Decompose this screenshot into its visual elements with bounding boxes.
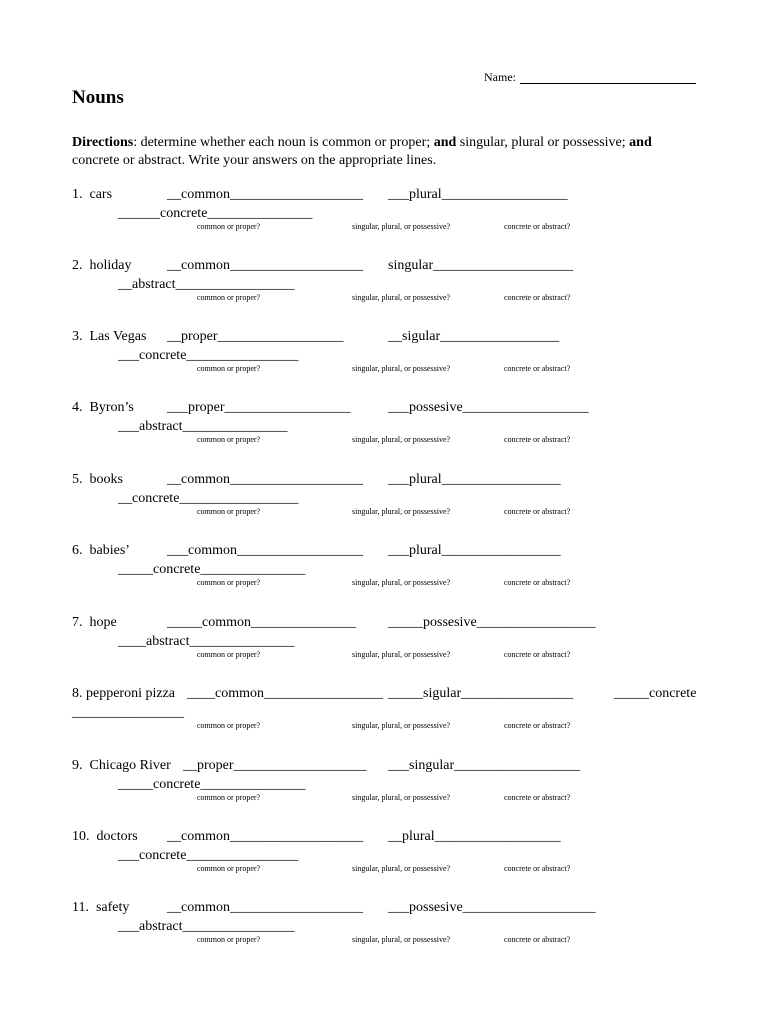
noun-label: 1. cars — [72, 187, 113, 202]
type-answer-line[interactable]: __common___________________ — [167, 472, 363, 487]
hint-type: common or proper? — [197, 935, 261, 944]
hint-type: common or proper? — [197, 793, 261, 802]
directions-and-2: and — [629, 135, 652, 150]
hint-number: singular, plural, or possessive? — [352, 721, 451, 730]
hint-concreteness: concrete or abstract? — [504, 864, 571, 873]
directions-label: Directions — [72, 135, 134, 150]
number-answer-line[interactable]: __plural__________________ — [388, 829, 561, 844]
hint-concreteness: concrete or abstract? — [504, 721, 571, 730]
hint-type: common or proper? — [197, 364, 261, 373]
hint-type: common or proper? — [197, 721, 261, 730]
hint-concreteness: concrete or abstract? — [504, 364, 571, 373]
hint-concreteness: concrete or abstract? — [504, 650, 571, 659]
noun-label: 7. hope — [72, 615, 117, 630]
number-answer-line[interactable]: __sigular_________________ — [388, 329, 560, 344]
hint-concreteness: concrete or abstract? — [504, 935, 571, 944]
type-answer-line[interactable]: ___proper__________________ — [167, 400, 351, 415]
number-answer-line[interactable]: singular____________________ — [388, 258, 574, 273]
number-answer-line[interactable]: ___possesive__________________ — [388, 400, 589, 415]
hint-number: singular, plural, or possessive? — [352, 507, 451, 516]
hint-number: singular, plural, or possessive? — [352, 293, 451, 302]
number-answer-line[interactable]: ___plural_________________ — [388, 472, 561, 487]
noun-label: 2. holiday — [72, 258, 132, 273]
noun-label: 6. babies’ — [72, 543, 130, 558]
type-answer-line[interactable]: __common___________________ — [167, 829, 363, 844]
concreteness-answer-line[interactable]: __concrete_________________ — [118, 491, 299, 506]
concreteness-answer-line[interactable]: _____concrete_______________ — [118, 777, 306, 792]
hint-concreteness: concrete or abstract? — [504, 578, 571, 587]
question-item — [0, 258, 768, 318]
question-item — [0, 615, 768, 675]
hint-type: common or proper? — [197, 507, 261, 516]
directions-text-1: : determine whether each noun is common or proper; — [133, 135, 434, 150]
concreteness-answer-line[interactable]: ____abstract_______________ — [118, 634, 295, 649]
directions-and-1: and — [433, 135, 457, 150]
hint-type: common or proper? — [197, 222, 261, 231]
hint-number: singular, plural, or possessive? — [352, 935, 451, 944]
type-answer-line[interactable]: _____common_______________ — [167, 615, 356, 630]
number-answer-line[interactable]: _____sigular________________ — [388, 686, 574, 701]
directions-text-3: concrete or abstract. Write your answers on the appropriate lines. — [72, 153, 437, 168]
question-item — [0, 543, 768, 603]
type-answer-line[interactable]: __proper__________________ — [167, 329, 344, 344]
number-answer-line[interactable]: ___plural_________________ — [388, 543, 561, 558]
hint-number: singular, plural, or possessive? — [352, 650, 451, 659]
type-answer-line[interactable]: ___common__________________ — [167, 543, 363, 558]
hint-type: common or proper? — [197, 864, 261, 873]
question-item — [0, 472, 768, 532]
number-answer-line[interactable]: _____possesive_________________ — [388, 615, 596, 630]
hint-number: singular, plural, or possessive? — [352, 864, 451, 873]
concreteness-answer-label[interactable]: _____concrete — [614, 686, 697, 701]
hint-type: common or proper? — [197, 650, 261, 659]
noun-label: 3. Las Vegas — [72, 329, 147, 344]
hint-type: common or proper? — [197, 578, 261, 587]
hint-concreteness: concrete or abstract? — [504, 793, 571, 802]
hint-concreteness: concrete or abstract? — [504, 222, 571, 231]
number-answer-line[interactable]: ___plural__________________ — [388, 187, 568, 202]
hint-number: singular, plural, or possessive? — [352, 793, 451, 802]
concreteness-answer-line[interactable]: ___concrete________________ — [118, 848, 299, 863]
hint-number: singular, plural, or possessive? — [352, 364, 451, 373]
hint-concreteness: concrete or abstract? — [504, 435, 571, 444]
name-input-line[interactable] — [520, 83, 696, 84]
question-item — [0, 686, 768, 746]
noun-label: 8. pepperoni pizza — [72, 686, 176, 701]
hint-type: common or proper? — [197, 435, 261, 444]
concreteness-answer-line[interactable]: ___abstract_______________ — [118, 419, 288, 434]
concreteness-answer-line[interactable]: ________________ — [72, 705, 184, 720]
hint-concreteness: concrete or abstract? — [504, 507, 571, 516]
question-item — [0, 900, 768, 960]
directions-paragraph — [72, 134, 692, 170]
type-answer-line[interactable]: __common___________________ — [167, 187, 363, 202]
type-answer-line[interactable]: __common___________________ — [167, 900, 363, 915]
hint-type: common or proper? — [197, 293, 261, 302]
concreteness-answer-line[interactable]: ___concrete________________ — [118, 348, 299, 363]
hint-number: singular, plural, or possessive? — [352, 435, 451, 444]
question-item — [0, 758, 768, 818]
noun-label: 9. Chicago River — [72, 758, 171, 773]
concreteness-answer-line[interactable]: ___abstract________________ — [118, 919, 295, 934]
type-answer-line[interactable]: __proper___________________ — [183, 758, 367, 773]
hint-number: singular, plural, or possessive? — [352, 222, 451, 231]
question-item — [0, 400, 768, 460]
hint-number: singular, plural, or possessive? — [352, 578, 451, 587]
noun-label: 4. Byron’s — [72, 400, 134, 415]
question-item — [0, 829, 768, 889]
concreteness-answer-line[interactable]: _____concrete_______________ — [118, 562, 306, 577]
name-label: Name: — [484, 70, 519, 84]
number-answer-line[interactable]: ___possesive___________________ — [388, 900, 596, 915]
number-answer-line[interactable]: ___singular__________________ — [388, 758, 581, 773]
directions-text-2: singular, plural or possessive; — [456, 135, 630, 150]
type-answer-line[interactable]: ____common_________________ — [187, 686, 383, 701]
page-title: Nouns — [72, 87, 124, 108]
noun-label: 5. books — [72, 472, 123, 487]
type-answer-line[interactable]: __common___________________ — [167, 258, 363, 273]
question-item — [0, 329, 768, 389]
hint-concreteness: concrete or abstract? — [504, 293, 571, 302]
noun-label: 10. doctors — [72, 829, 138, 844]
question-item — [0, 187, 768, 247]
concreteness-answer-line[interactable]: ______concrete_______________ — [118, 206, 313, 221]
concreteness-answer-line[interactable]: __abstract_________________ — [118, 277, 295, 292]
noun-label: 11. safety — [72, 900, 130, 915]
